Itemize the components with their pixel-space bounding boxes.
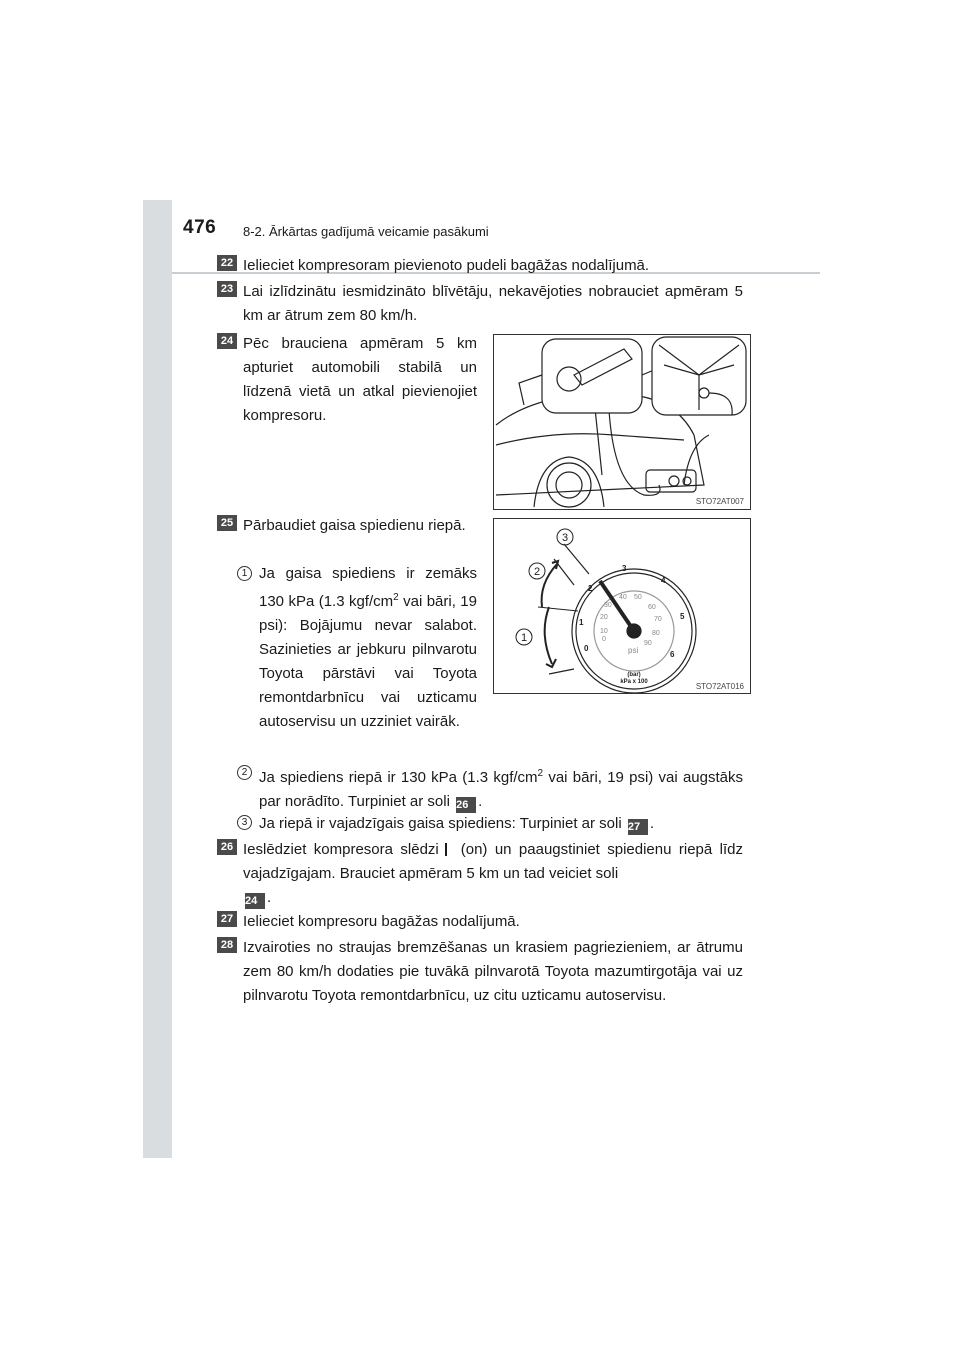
step-ref-27[interactable]: 27 bbox=[628, 819, 648, 835]
bar-unit: (bar) bbox=[627, 672, 641, 678]
gauge-callout-2: 2 bbox=[533, 566, 541, 578]
step-27-text: Ielieciet kompresoru bagāžas nodalījumā. bbox=[243, 913, 520, 930]
bar-tick-3: 3 bbox=[622, 564, 627, 573]
section-title: 8-2. Ārkārtas gadījumā veicamie pasākumi bbox=[243, 224, 489, 239]
gauge-callout-1: 1 bbox=[520, 632, 528, 644]
step-number-22: 22 bbox=[217, 255, 237, 271]
step-25-text: Pārbaudiet gaisa spiedienu riepā. bbox=[243, 517, 466, 534]
bar-tick-6: 6 bbox=[670, 650, 675, 659]
psi-tick-20: 20 bbox=[600, 614, 608, 621]
step-number-28: 28 bbox=[217, 937, 237, 953]
step-number-27: 27 bbox=[217, 911, 237, 927]
substep-number-1: 1 bbox=[237, 566, 252, 581]
psi-tick-10: 10 bbox=[600, 628, 608, 635]
page-number: 476 bbox=[183, 217, 217, 238]
step-28-text: Izvairoties no straujas bremzēšanas un krasiem pagriezieniem, ar ātrumu zem 80 km/h dodaties pie tuvākā pilnvarotā Toyota mazumtirgotāja vai uz pilnvarotu Toyota remontdarbnīcu, uz citu uzticamu autoservisu. bbox=[243, 939, 743, 1004]
substep-1-text: Ja gaisa spiediens ir zemāks 130 kPa (1.3 kgf/$cm^2$ vai bāri, 19 psi): Bojājumu nevar salabot. Sazinieties ar jebkuru pilnvarotu Toyota pārstāvi vai Toyota remontdarbnīcu vai uzticamu autoservisu un uzziniet vairāk. bbox=[259, 565, 477, 730]
step-number-26: 26 bbox=[217, 839, 237, 855]
step-ref-24[interactable]: 24 bbox=[245, 893, 265, 909]
car-figure-code: STO72AT007 bbox=[695, 497, 744, 506]
step-number-24: 24 bbox=[217, 333, 237, 349]
page-side-tab bbox=[143, 200, 172, 1158]
psi-tick-30: 30 bbox=[604, 602, 612, 609]
car-compressor-illustration bbox=[494, 335, 750, 509]
psi-tick-0: 0 bbox=[602, 636, 606, 643]
bar-tick-1: 1 bbox=[579, 618, 584, 627]
psi-tick-60: 60 bbox=[648, 604, 656, 611]
psi-tick-50: 50 bbox=[634, 594, 642, 601]
step-number-23: 23 bbox=[217, 281, 237, 297]
psi-tick-40: 40 bbox=[619, 594, 627, 601]
bar-tick-0: 0 bbox=[584, 644, 589, 653]
gauge-figure-code: STO72AT016 bbox=[695, 682, 744, 691]
step-22-text: Ielieciet kompresoram pievienoto pudeli bagāžas nodalījumā. bbox=[243, 257, 650, 274]
bar-tick-2: 2 bbox=[588, 584, 593, 593]
switch-on-icon bbox=[445, 843, 447, 856]
pressure-gauge-figure bbox=[493, 518, 751, 694]
compressor-connection-figure bbox=[493, 334, 751, 510]
psi-tick-70: 70 bbox=[654, 616, 662, 623]
psi-tick-90: 90 bbox=[644, 640, 652, 647]
substep-3-text: Ja riepā ir vajadzīgais gaisa spiediens: Turpiniet ar soli 27 . bbox=[259, 815, 655, 833]
substep-number-3: 3 bbox=[237, 815, 252, 830]
step-ref-26[interactable]: 26 bbox=[456, 797, 476, 813]
psi-tick-80: 80 bbox=[652, 630, 660, 637]
bar-tick-4: 4 bbox=[661, 576, 666, 585]
substep-number-2: 2 bbox=[237, 765, 252, 780]
bar-tick-5: 5 bbox=[680, 612, 685, 621]
step-24-text: Pēc brauciena apmēram 5 km apturiet automobili stabilā un līdzenā vietā un atkal pievienojiet kompresoru. bbox=[243, 335, 477, 424]
gauge-callout-3: 3 bbox=[561, 532, 569, 544]
psi-unit: psi bbox=[628, 646, 639, 655]
substep-2-text: Ja spiediens riepā ir 130 kPa (1.3 kgf/$cm^2$ vai bāri, 19 psi) vai augstāks par norādīto. Turpiniet ar soli 26 . bbox=[259, 768, 743, 811]
step-number-25: 25 bbox=[217, 515, 237, 531]
step-23-text: Lai izlīdzinātu iesmidzināto blīvētāju, nekavējoties nobrauciet apmēram 5 km ar ātrum zem 80 km/h. bbox=[243, 283, 743, 324]
pressure-gauge-illustration bbox=[494, 519, 750, 693]
kpa-unit: kPa x 100 bbox=[620, 679, 648, 685]
step-26-text: Ieslēdziet kompresora slēdzi (on) un paaugstiniet spiedienu riepā līdz vajadzīgajam. Brauciet apmēram 5 km un tad veiciet soli 24 . bbox=[243, 841, 743, 907]
